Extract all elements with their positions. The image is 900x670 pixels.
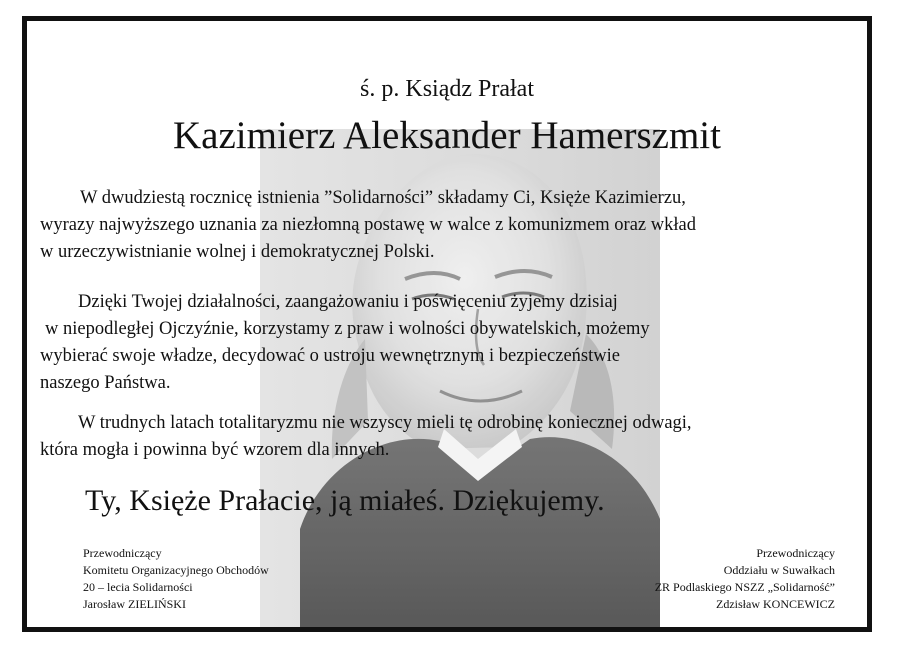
- signature-line: 20 – lecia Solidarności: [83, 580, 193, 594]
- paragraph-line: w urzeczywistnianie wolnej i demokratycznej Polski.: [40, 242, 435, 262]
- paragraph-line: naszego Państwa.: [40, 373, 171, 393]
- signature-line: Przewodniczący: [83, 546, 162, 560]
- paragraph-line: która mogła i powinna być wzorem dla innych.: [40, 440, 390, 460]
- signature-line: Przewodniczący: [756, 546, 835, 560]
- thanks-line: Ty, Księże Prałacie, ją miałeś. Dziękujemy.: [85, 484, 605, 517]
- signature-line: Komitetu Organizacyjnego Obchodów: [83, 563, 269, 577]
- signature-left: [83, 545, 269, 613]
- paragraph-line: w niepodległej Ojczyźnie, korzystamy z praw i wolności obywatelskich, możemy: [45, 319, 650, 339]
- paragraph-line: wyrazy najwyższego uznania za niezłomną postawę w walce z komunizmem oraz wkład: [40, 215, 696, 235]
- signature-line: Zdzisław KONCEWICZ: [716, 597, 835, 611]
- card-frame: [22, 16, 872, 632]
- signature-right: [655, 545, 835, 613]
- paragraph-line: wybierać swoje władze, decydować o ustroju wewnętrznym i bezpieczeństwie: [40, 346, 620, 366]
- signature-line: Jarosław ZIELIŃSKI: [83, 597, 186, 611]
- signature-line: ZR Podlaskiego NSZZ „Solidarność”: [654, 580, 835, 594]
- document-text: [27, 21, 867, 627]
- signature-line: Oddziału w Suwałkach: [723, 563, 835, 577]
- paragraph-line: Dzięki Twojej działalności, zaangażowaniu i poświęceniu żyjemy dzisiaj: [78, 292, 618, 312]
- person-name: Kazimierz Aleksander Hamerszmit: [173, 114, 721, 157]
- title-prefix: ś. p. Ksiądz Prałat: [360, 76, 534, 102]
- paragraph-line: W dwudziestą rocznicę istnienia ”Solidarności” składamy Ci, Księże Kazimierzu,: [80, 188, 686, 208]
- paragraph-3: [40, 410, 840, 464]
- paragraph-1: [40, 185, 840, 266]
- paragraph-2: [40, 289, 840, 397]
- paragraph-line: W trudnych latach totalitaryzmu nie wszyscy mieli tę odrobinę koniecznej odwagi,: [78, 413, 692, 433]
